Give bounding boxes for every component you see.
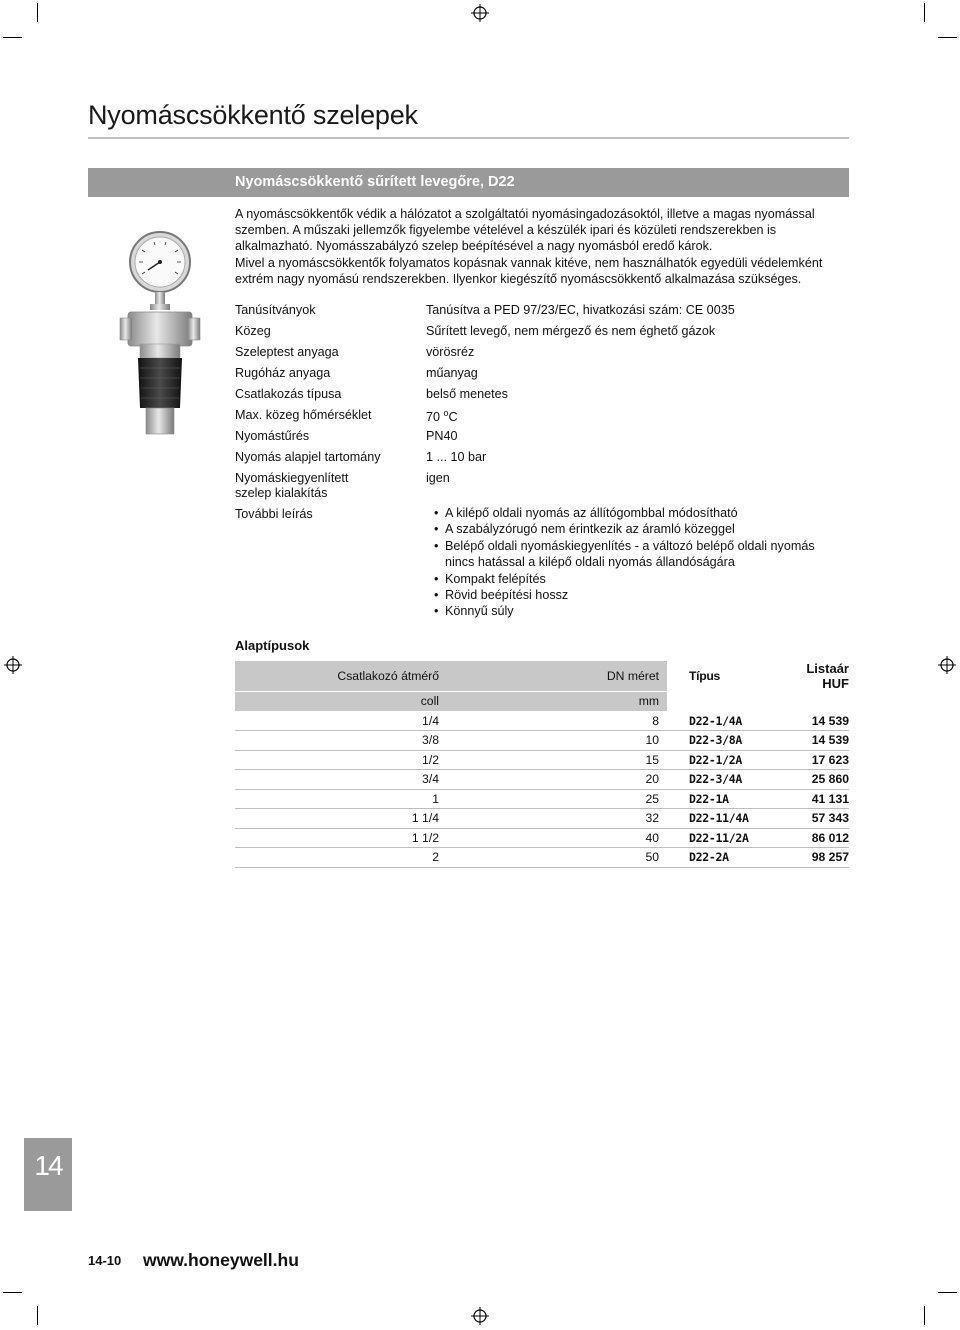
property-label: További leírás <box>235 507 313 521</box>
table-cell: 25 860 <box>793 770 849 790</box>
registration-mark-icon <box>4 656 22 674</box>
property-label-line: Nyomáskiegyenlített <box>235 471 349 485</box>
table-cell: 1/2 <box>235 750 445 770</box>
column-header: Csatlakozó átmérő <box>235 661 445 692</box>
table-cell: 25 <box>445 789 667 809</box>
crop-mark <box>938 1292 957 1293</box>
table-row <box>235 828 849 848</box>
table-cell: 14 539 <box>793 731 849 751</box>
page-number: 14-10 <box>88 1253 122 1268</box>
column-header: Típus <box>667 661 793 692</box>
table-cell: 14 539 <box>793 711 849 731</box>
property-label: Csatlakozás típusa <box>235 387 342 401</box>
table-row <box>235 750 849 770</box>
table-cell: D22-1/2A <box>667 750 793 770</box>
table-cell: 98 257 <box>793 848 849 868</box>
feature-item: • Belépő oldali nyomáskiegyenlítés - a változó belépő oldali nyomás nincs hatással a kilépő oldali nyomás állandóságára <box>434 538 845 571</box>
table-cell: 50 <box>445 848 667 868</box>
property-value: 1 ... 10 bar <box>426 450 487 464</box>
property-value: belső menetes <box>426 387 508 401</box>
table-cell: 1 1/4 <box>235 809 445 829</box>
property-label: Közeg <box>235 324 271 338</box>
table-cell: 1 <box>235 789 445 809</box>
table-cell: D22-11/4A <box>667 809 793 829</box>
property-value: műanyag <box>426 366 478 380</box>
registration-mark-icon <box>471 1307 489 1325</box>
table-cell: 3/8 <box>235 731 445 751</box>
feature-list <box>434 505 845 620</box>
intro-paragraph: A nyomáscsökkentők védik a hálózatot a szolgáltatói nyomásingadozásoktól, illetve a magas nyomással szemben. A műszaki jellemzők figyelembe vételével a készülék ipari és közületi rendszerekben is alkalmazható. Nyomásszabályzó szelep beépítésével a nagy nyomásból eredő károk. <box>235 207 815 254</box>
table-cell: D22-11/2A <box>667 828 793 848</box>
pressure-reducer-product-image <box>110 230 220 440</box>
table-cell: 20 <box>445 770 667 790</box>
table-cell: 15 <box>445 750 667 770</box>
temperature-unit: C <box>448 410 458 425</box>
feature-item: • Rövid beépítési hossz <box>434 587 845 603</box>
crop-mark <box>37 3 38 22</box>
footer-url-link[interactable]: www.honeywell.hu <box>143 1250 299 1270</box>
table-units-row <box>235 692 849 712</box>
property-label: Nyomás alapjel tartomány <box>235 450 381 464</box>
intro-paragraph: Mivel a nyomáscsökkentők folyamatos kopásnak vannak kitéve, nem használhatók egyedüli védelemként extrém nagy nyomású rendszerekben. Ilyenkor kiegészítő nyomáscsökkentő alkalmazása szükséges. <box>235 255 823 286</box>
table-cell: 1/4 <box>235 711 445 731</box>
table-cell: 1 1/2 <box>235 828 445 848</box>
table-row <box>235 809 849 829</box>
table-cell: 8 <box>445 711 667 731</box>
crop-mark <box>3 1292 22 1293</box>
table-header-row <box>235 661 849 692</box>
table-cell: 41 131 <box>793 789 849 809</box>
table-cell: 86 012 <box>793 828 849 848</box>
registration-mark-icon <box>471 4 489 22</box>
table-cell: 40 <box>445 828 667 848</box>
feature-item: • Kompakt felépítés <box>434 571 845 587</box>
intro-text <box>235 206 835 287</box>
table-row <box>235 711 849 731</box>
property-label <box>235 471 415 501</box>
crop-mark <box>924 3 925 22</box>
empty-cell <box>793 692 849 712</box>
table-cell: D22-3/8A <box>667 731 793 751</box>
empty-cell <box>667 692 793 712</box>
temperature-value: 70 <box>426 410 441 425</box>
table-row <box>235 770 849 790</box>
table-cell: D22-2A <box>667 848 793 868</box>
table-cell: 2 <box>235 848 445 868</box>
property-label: Max. közeg hőmérséklet <box>235 408 372 422</box>
unit-cell: coll <box>235 692 445 712</box>
property-value: Tanúsítva a PED 97/23/EC, hivatkozási szám: CE 0035 <box>426 303 735 317</box>
section-title: Nyomáscsökkentő sűrített levegőre, D22 <box>235 174 515 190</box>
column-header: Listaár HUF <box>793 661 849 692</box>
property-value: PN40 <box>426 429 458 443</box>
table-cell: 32 <box>445 809 667 829</box>
page-title: Nyomáscsökkentő szelepek <box>88 100 418 130</box>
feature-item: • A kilépő oldali nyomás az állítógombbal módosítható <box>434 505 845 521</box>
property-label: Nyomástűrés <box>235 429 310 443</box>
table-cell: 57 343 <box>793 809 849 829</box>
types-table <box>235 661 849 868</box>
crop-mark <box>938 37 957 38</box>
types-heading: Alaptípusok <box>235 638 310 653</box>
column-header: DN méret <box>445 661 667 692</box>
table-row <box>235 731 849 751</box>
property-label: Rugóház anyaga <box>235 366 331 380</box>
property-value: Sűrített levegő, nem mérgező és nem éghető gázok <box>426 324 716 338</box>
table-cell: D22-1/4A <box>667 711 793 731</box>
crop-mark <box>924 1306 925 1325</box>
property-label: Tanúsítványok <box>235 303 316 317</box>
property-value: igen <box>426 471 450 485</box>
chapter-tab-number: 14 <box>34 1150 62 1181</box>
property-value: vörösréz <box>426 345 475 359</box>
table-cell: 3/4 <box>235 770 445 790</box>
table-row <box>235 789 849 809</box>
table-cell: 17 623 <box>793 750 849 770</box>
table-cell: D22-1A <box>667 789 793 809</box>
feature-item: • A szabályzórugó nem érintkezik az áramló közeggel <box>434 521 845 537</box>
unit-cell: mm <box>445 692 667 712</box>
table-cell: D22-3/4A <box>667 770 793 790</box>
title-divider <box>88 137 849 139</box>
property-label: Szeleptest anyaga <box>235 345 339 359</box>
property-value <box>426 406 458 425</box>
property-label-line: szelep kialakítás <box>235 486 328 500</box>
table-row <box>235 848 849 868</box>
table-cell: 10 <box>445 731 667 751</box>
crop-mark <box>3 37 22 38</box>
crop-mark <box>37 1306 38 1325</box>
feature-item: • Könnyű súly <box>434 603 845 619</box>
registration-mark-icon <box>938 656 956 674</box>
degree-sign: o <box>443 408 449 418</box>
